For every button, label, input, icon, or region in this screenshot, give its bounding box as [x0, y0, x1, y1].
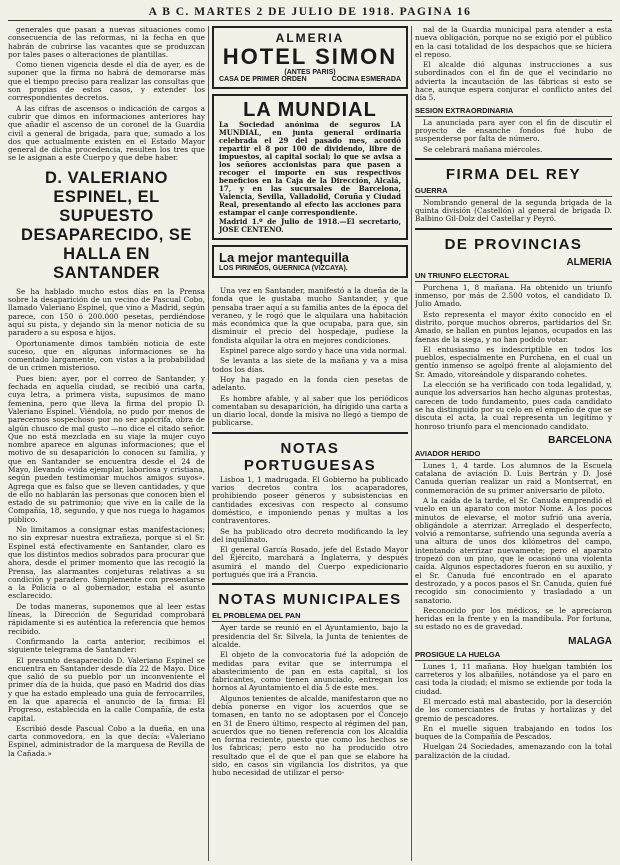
paragraph: Se celebrará mañana miércoles. [423, 144, 543, 154]
ad-tagline-row [219, 76, 401, 83]
notas-municipales-title: NOTAS MUNICIPALES [218, 591, 402, 609]
ad-hotel-simon [212, 26, 408, 89]
ad-mantequilla [212, 245, 408, 278]
col3-intro [415, 26, 612, 103]
ad-la-mundial [212, 94, 408, 240]
paragraph: De todas maneras, suponemos que al leer estas líneas, la Dirección de Seguridad comprobará rápidamente si es auténtica la referencia que hemos recibido. [8, 601, 205, 636]
article-notas-portuguesas [212, 476, 408, 580]
de-provincias-title: DE PROVINCIAS [444, 235, 583, 253]
ad-mantequilla-title: La mejor mantequilla [219, 250, 350, 265]
paragraph: Nombrando general de la segunda brigada de la quinta división (Castellón) al general de brigada D. Balbino Gil-Dolz del Castellar y Peyró. [415, 197, 612, 224]
ad-mantequilla-origin: LOS PIRINEOS, GUERNICA (VIZCAYA). [219, 265, 348, 272]
ad-hotel-name: HOTEL SIMON [222, 44, 398, 69]
firma-del-rey-title: FIRMA DEL REY [445, 165, 582, 183]
paragraph: En el muelle siguen trabajando en todos los buques de la Compañía de Pescados. [415, 723, 612, 742]
dateline-barcelona: BARCELONA [548, 434, 612, 446]
paragraph: Una vez en Santander, manifestó a la dueña de la fonda que le gustaba mucho Santander, y que pensaba traer aquí a su familia antes de la época del veraneo, y le rogó que le alquilara una habitación más económica que la que ocupaba, para que, sin disminuir el precio del hospedaje, pudiese la fondista alquilar la otra en mejores condiciones. [212, 286, 408, 345]
paragraph: Lunes 1, 4 tarde. Los alumnos de la Escuela catalana de aviación D. Luis Bertrán y D. José Canuda querían realizar un raid a Montserrat, en conmemoración de su primer aniversario de piloto. [415, 460, 612, 495]
paragraph: El general García Rosado, jefe del Estado Mayor del Ejército, marchará a Inglaterra, y después asumirá el mando del Cuerpo expedicionario portugués que irá a Francia. [212, 545, 408, 580]
paragraph: Ayer tarde se reunió en el Ayuntamiento, bajo la presidencia del Sr. Silvela, la Junta de tenientes de alcalde. [212, 623, 408, 649]
paragraph: La anunciada para ayer con el fin de discutir el proyecto de ensanche fondos fué hubo de suspenderse por falta de número. [415, 117, 612, 144]
ad-formerly: (ANTES PARIS) [284, 69, 336, 76]
section-rule [415, 158, 612, 160]
subhead-huelga: PROSIGUE LA HUELGA [415, 650, 612, 661]
paragraph: El mercado está mal abastecido, por la deserción de los comerciantes de frutas y hortalizas y del gremio de pescadores. [415, 696, 612, 723]
dateline-malaga: MALAGA [568, 635, 612, 647]
paragraph: No limitamos a consignar estas manifestaciones; no sin expresar nuestra extrañeza, porque si el Sr. Espinel está efectivamente en Santander, claro es que los distintos medios sobrados para procurar que ahora, desde el primer momento que las recogió la Prensa, las alarmantes conjeturas relativas a su condición y paradero. Simplemente con presentarse a la Policía o al gobernador, estaba el asunto esclarecido. [8, 525, 205, 601]
paragraph: generales que pasan a nuevas situaciones como consecuencia de las reformas, ni la fecha en que habrán de cubrirse las vacantes que se produzcan por tales pases o alteraciones de plantillas. [8, 26, 205, 59]
paragraph: A la caída de la tarde, el Sr. Canuda emprendió el vuelo en un aparato con motor Nome. A los pocos minutos de elevarse, el motor sufrió una avería, obligándole a aterrizar. Arreglado el desperfecto, volvió a remontarse, sufriendo una segunda avería a una altura de unos dos kilómetros del campo, intentando aterrizar nuevamente; pero el aparato tropezó con un pino, que le ocasionó una violenta caída. Algunos espectadores fueron en su auxilio, y el Sr. Canuda fué encontrado en el aparato destrozado, y a pocos pasos el Sr. Canuda, quien fué recogido sin conocimiento y trasladado a un sanatorio. [415, 495, 612, 605]
paragraph: Escribió desde Pascual Cobo a la dueña, en una carta conmovedora, en la que decía: «Valeriano Espinel, administrador de la marquesa de Revilla de la Cañada.» [8, 723, 205, 758]
section-rule [415, 228, 612, 230]
column-rule [411, 26, 412, 861]
paragraph: Se levanta a las siete de la mañana y va a misa todos los días. [212, 356, 408, 374]
col1-intro [8, 26, 205, 163]
subhead-aviador: AVIADOR HERIDO [415, 449, 612, 460]
paragraph: Algunos tenientes de alcalde, manifestaron que no debía ponerse en vigor los acuerdos que se tomasen, en tanto no se adoptasen por el Concejo en 31 de Enero último, respecto al régimen del pan, acuerdos que no tienen referencia con los Alcaldía en forma reciente, puesto que como los hechos se los fabricas; pero esto no ha producido otro resultado que el de que el pan que se elabore ha sido, en casos sin vigilancia los distritos, ya que hubo necesidad de utilizar el perso- [212, 693, 408, 778]
running-header: A B C. MARTES 2 DE JULIO DE 1918. PAGINA 16 [8, 4, 612, 21]
paragraph: Reconocido por los médicos, se le apreciaron heridas en la frente y en la mandíbula. Por fortuna, su estado no es de gravedad. [415, 605, 612, 632]
paragraph: Oportunamente dimos también noticia de este suceso, que en algunas informaciones se ha comentado largamente, con vistas a la probabilidad de un crimen misterioso. [8, 338, 205, 373]
ad-tagline-right: COCINA ESMERADA [331, 76, 401, 83]
paragraph: A las cifras de ascensos o indicación de cargos a cubrir que dimos en informaciones anteriores hay que añadir el ascenso de un coronel de la Guardia civil a general de brigada, para que, sumado a los dos que actualmente existen en el Estado Mayor general de dicha procedencia, resulten los tres que se le asignan a este Cuerpo y que debe haber. [8, 103, 205, 163]
paragraph: Huelgan 24 Sociedades, amenazando con la total paralización de la ciudad. [415, 742, 612, 760]
section-rule [212, 583, 408, 585]
notas-portuguesas-title: NOTAS PORTUGUESAS [243, 439, 377, 474]
paragraph: Confirmando la carta anterior, recibimos el siguiente telegrama de Santander: [8, 636, 205, 655]
paragraph: La elección se ha verificado con toda legalidad, y, aunque los adversarios han hecho algunas protestas, carecen de todo fundamento, pues cada candidato se ha distinguido por su celo en el empeño de que se discuta el acta, la cual representa un legítimo y honroso triunfo para el mencionado candidato. [415, 380, 612, 431]
paragraph: Purchena 1, 8 mañana. Ha obtenido un triunfo inmenso, por más de 2.500 votos, el candidato D. Julio Amado. [415, 282, 612, 309]
ad-mundial-body: La Sociedad anónima de seguros LA MUNDIAL, en junta general ordinaria celebrada el 29 del pasado mes, acordó repartir el 8 por 100 de dividendo, libre de impuestos, al capital social; lo que se avisa a los señores accionistas para que pasen a recoger el importe en sus respectivos beneficios en la Caja de la Dirección, Alcalá, 17, y en las sucursales de Barcelona, Valencia, Sevilla, Valladolid, Coruña y Ciudad Real, presentando al efecto las acciones para estampar el canje correspondiente. [219, 120, 401, 217]
column-2 [212, 26, 408, 861]
section-rule [212, 432, 408, 434]
paragraph: Como tienen vigencia desde el día de ayer, es de suponer que la firma no habrá de demorarse más que el tiempo preciso para realizar las consultas que son propias de estos casos, y extender los correspondientes decretos. [8, 60, 205, 103]
paragraph: Se ha hablado mucho estos días en la Prensa sobre la desaparición de un vecino de Pascual Cobo, llamado Valeriano Espinel, que vino a Madrid, según parece, con 150 ó 200.000 pesetas, perdiéndose aquí su pista, y dejando sin la menor noticia de su paradero a su esposa e hijos. [8, 286, 205, 338]
paragraph: nal de la Guardia municipal para atender a esta nueva obligación, porque no se exigió por el público en la casi totalidad de los despachos que se hiciera el reposo. [415, 26, 612, 59]
paragraph: El alcalde dió algunas instrucciones a sus subordinados con el fin de que el vecindario no advierta la incautación de las fábricas si esto se hace, aunque espera conjurar el conflicto antes del día 5. [415, 60, 612, 103]
subhead-problema-pan: EL PROBLEMA DEL PAN [212, 611, 408, 622]
ad-tagline-left: CASA DE PRIMER ORDEN [219, 76, 307, 83]
paragraph: El entusiasmo es indescriptible en todos los pueblos, especialmente en Purchena, en el cual un gentío inmenso se agolpó frente al alojamiento del Sr. Amado, vitoreándole y disparando cohetes. [415, 344, 612, 379]
headline-espinel: D. VALERIANO ESPINEL, EL SUPUESTO DESAPARECIDO, SE HALLA EN SANTANDER [21, 168, 192, 282]
paragraph: Se ha publicado otro decreto modificando la ley del inquilinato. [212, 526, 408, 544]
column-rule [208, 26, 209, 861]
column-1 [8, 26, 205, 861]
paragraph: Lisboa 1, 1 madrugada. El Gobierno ha publicado varios decretos contra los acaparadores, prohibiendo poseer géneros y subsistencias en cantidades excesivas con respecto al consumo doméstico, e imponiendo penas y multas a los contraventores. [212, 474, 408, 526]
paragraph: Hoy ha pagado en la fonda cien pesetas de adelanto. [212, 374, 408, 393]
newspaper-page [8, 4, 612, 861]
subhead-triunfo: UN TRIUNFO ELECTORAL [415, 271, 612, 282]
paragraph: El presunto desaparecido D. Valeriano Espinel se encuentra en Santander desde día 22 de Mayo. Dice que salió de su pueblo por un inconveniente el primer día de la huida, que pasó en Madrid dos días y que ha estado empleado una guía de ferrocarriles, en la que aparecía el anuncio de la firma: El Progreso, establecida en la calle Compañía, de esta capital. [8, 655, 205, 723]
paragraph: El objeto de la convocatoria fué la adopción de medidas para evitar que se interrumpa el abastecimiento de pan en esta capital, si los fabricantes, como tienen anunciado, entregan los hornos al Ayuntamiento el día 5 de este mes. [212, 650, 408, 693]
ad-city: ALMERIA [275, 31, 345, 45]
ad-mundial-title: LA MUNDIAL [243, 99, 377, 121]
paragraph: Es hombre afable, y al saber que los periódicos comentaban su desaparición, ha dirigido una carta a un diario local, donde la misiva no llegó a tiempo de publicarse. [212, 393, 408, 428]
article-espinel-continued [212, 287, 408, 428]
subhead-guerra: GUERRA [415, 186, 612, 197]
column-3 [415, 26, 612, 861]
paragraph: Espinel parece algo sordo y hace una vida normal. [220, 346, 407, 356]
paragraph: Pues bien: ayer, por el correo de Santander, y fechada en aquella ciudad, se recibió una carta, cuya letra, a primera vista, supusimos de mano femenina, pero que lleva la firma del propio D. Valeriano Espinel. Viéndola, no pudo por menos de parecernos sospechoso por no ser apócrifa, obra de algún chusco de mal gusto —no dice el citado señor. Que no está mezclada en su viaje la mujer cuyo nombre aparece en algunas informaciones; que el motivo de su desaparición lo conocen su familia, y que en Santander se encuentra desde el 24 de Mayo, llevando «vida ejemplar, laboriosa y cristiana, según pueden testimoniar muchos amigos suyos». Agrega que es falso que se lleven cantidades, y que de ello no hablarán las personas que conocen bien el estado de su patrimonio; que vive en la calle de la Compañía, 18, segundo, y que nos ruega lo hagamos público. [8, 373, 205, 524]
paragraph: Esto representa el mayor éxito conocido en el distrito, porque muchos obreros, partidarios del Sr. Amado, se hallan en puntos lejanos, ocupados en las faenas de la siega, y no han podido votar. [415, 309, 612, 344]
article-espinel [8, 288, 205, 758]
ad-mundial-signature: Madrid 1.º de Julio de 1918.—El secretario, JOSE CENTENO. [219, 217, 401, 234]
subhead-sesion: SESION EXTRAORDINARIA [415, 106, 612, 117]
article-notas-municipales [212, 624, 408, 777]
paragraph: Lunes 1, 11 mañana. Hoy huelgan también los carreteros y los albañiles, notándose ya el paro en casi toda la ciudad; el mismo se extiende por toda la ciudad. [415, 661, 612, 696]
dateline-almeria: ALMERIA [566, 256, 612, 268]
